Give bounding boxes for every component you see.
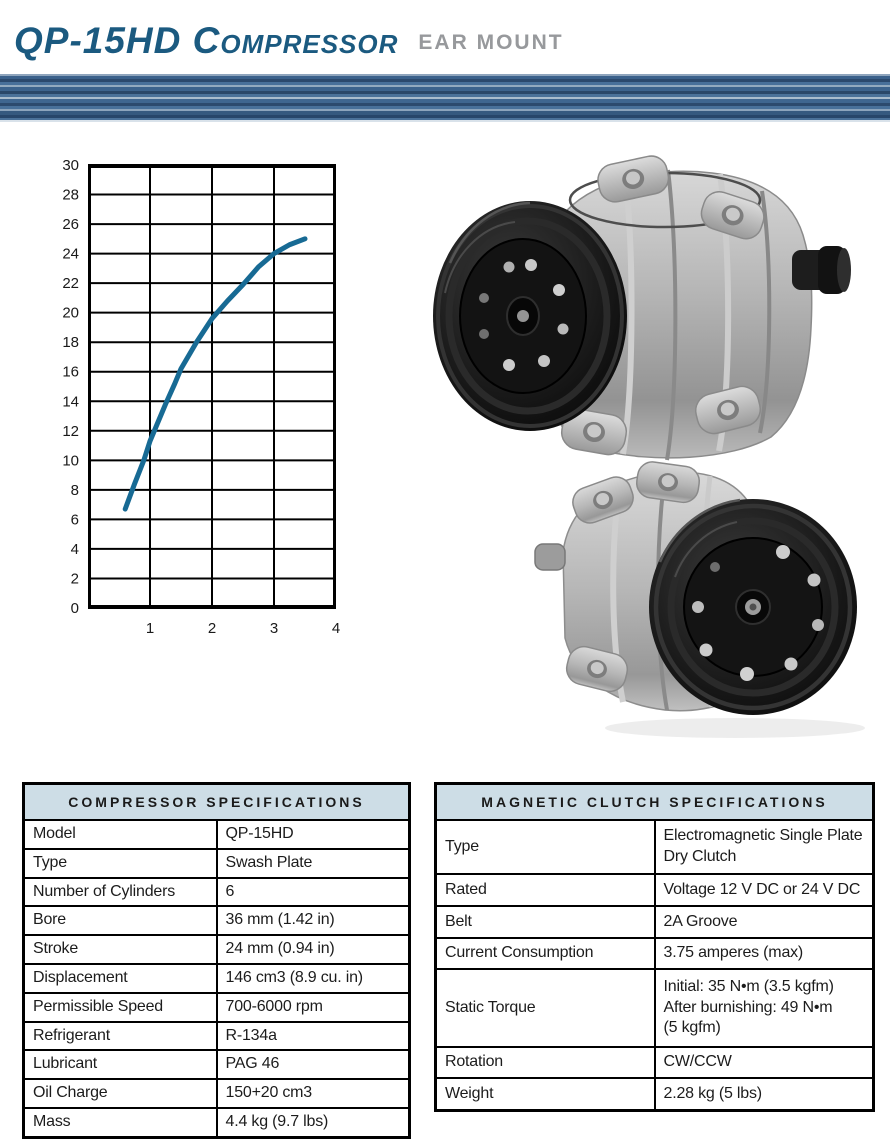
spec-label: Refrigerant <box>24 1022 217 1051</box>
table-row <box>436 938 874 970</box>
svg-text:26: 26 <box>62 216 79 234</box>
spec-value: 2.28 kg (5 lbs) <box>655 1078 874 1110</box>
striped-divider-bar <box>0 74 890 122</box>
svg-text:6: 6 <box>70 511 79 529</box>
svg-text:18: 18 <box>62 334 79 352</box>
spec-label: Rotation <box>436 1047 655 1079</box>
spec-label: Belt <box>436 906 655 938</box>
svg-text:4: 4 <box>331 620 341 637</box>
rear-port-fitting <box>792 246 851 294</box>
spec-label: Model <box>24 820 217 849</box>
clutch-table-title: MAGNETIC CLUTCH SPECIFICATIONS <box>436 784 874 821</box>
spec-value: Voltage 12 V DC or 24 V DC <box>655 874 874 906</box>
spec-value: Initial: 35 N•m (3.5 kgfm) After burnishing: 49 N•m (5 kgfm) <box>655 969 874 1046</box>
svg-text:24: 24 <box>62 245 79 263</box>
compressor-photo-clutch-left <box>420 158 890 480</box>
table-row <box>436 1047 874 1079</box>
page-subtitle: EAR MOUNT <box>418 31 564 54</box>
svg-text:8: 8 <box>70 481 79 499</box>
table-row <box>436 820 874 874</box>
table-row <box>436 874 874 906</box>
spec-value: 3.75 amperes (max) <box>655 938 874 970</box>
svg-text:4: 4 <box>70 540 79 558</box>
spec-label: Static Torque <box>436 969 655 1046</box>
spec-value: PAG 46 <box>217 1050 410 1079</box>
svg-text:3: 3 <box>269 620 279 637</box>
spec-value: 146 cm3 (8.9 cu. in) <box>217 964 410 993</box>
svg-text:30: 30 <box>62 157 79 174</box>
spec-value: 700-6000 rpm <box>217 993 410 1022</box>
performance-chart-svg <box>38 157 368 649</box>
svg-text:1: 1 <box>145 620 155 637</box>
svg-text:2: 2 <box>207 620 217 637</box>
spec-value: 24 mm (0.94 in) <box>217 935 410 964</box>
svg-text:20: 20 <box>62 304 79 322</box>
spec-value: CW/CCW <box>655 1047 874 1079</box>
spec-label: Current Consumption <box>436 938 655 970</box>
spec-label: Rated <box>436 874 655 906</box>
spec-label: Type <box>24 849 217 878</box>
spec-value: 36 mm (1.42 in) <box>217 906 410 935</box>
table-row <box>24 878 410 907</box>
compressor-table-title: COMPRESSOR SPECIFICATIONS <box>24 784 410 821</box>
spec-value: R-134a <box>217 1022 410 1051</box>
clutch-spec-table <box>434 782 875 1112</box>
compressor-spec-table <box>22 782 411 1139</box>
svg-text:10: 10 <box>62 452 79 470</box>
spec-label: Type <box>436 820 655 874</box>
table-row <box>24 993 410 1022</box>
spec-value: 2A Groove <box>655 906 874 938</box>
clutch-pulley <box>433 201 627 431</box>
svg-text:2: 2 <box>70 570 79 588</box>
spec-label: Lubricant <box>24 1050 217 1079</box>
spec-label: Mass <box>24 1108 217 1137</box>
svg-text:28: 28 <box>62 186 79 204</box>
spec-label: Bore <box>24 906 217 935</box>
table-row <box>24 820 410 849</box>
spec-value: 4.4 kg (9.7 lbs) <box>217 1108 410 1137</box>
svg-text:16: 16 <box>62 363 79 381</box>
spec-label: Weight <box>436 1078 655 1110</box>
svg-text:12: 12 <box>62 422 79 440</box>
table-row <box>24 1050 410 1079</box>
svg-text:22: 22 <box>62 275 79 293</box>
spec-label: Permissible Speed <box>24 993 217 1022</box>
table-row <box>24 935 410 964</box>
table-row <box>24 964 410 993</box>
spec-value: Swash Plate <box>217 849 410 878</box>
table-row <box>436 1078 874 1110</box>
table-row <box>24 906 410 935</box>
performance-chart <box>38 157 368 649</box>
spec-value: QP-15HD <box>217 820 410 849</box>
table-row <box>24 849 410 878</box>
spec-label: Stroke <box>24 935 217 964</box>
spec-label: Displacement <box>24 964 217 993</box>
page-header <box>14 20 564 62</box>
spec-value: Electromagnetic Single Plate Dry Clutch <box>655 820 874 874</box>
table-row <box>436 969 874 1046</box>
spec-label: Number of Cylinders <box>24 878 217 907</box>
compressor-photo-clutch-right <box>525 452 890 747</box>
svg-text:14: 14 <box>62 393 79 411</box>
spec-value: 6 <box>217 878 410 907</box>
spec-label: Oil Charge <box>24 1079 217 1108</box>
spec-value: 150+20 cm3 <box>217 1079 410 1108</box>
page-title: QP-15HD Compressor <box>14 20 399 61</box>
table-row <box>24 1022 410 1051</box>
table-row <box>436 906 874 938</box>
table-row <box>24 1108 410 1137</box>
clutch-pulley <box>649 499 857 715</box>
table-row <box>24 1079 410 1108</box>
svg-text:0: 0 <box>70 600 79 617</box>
